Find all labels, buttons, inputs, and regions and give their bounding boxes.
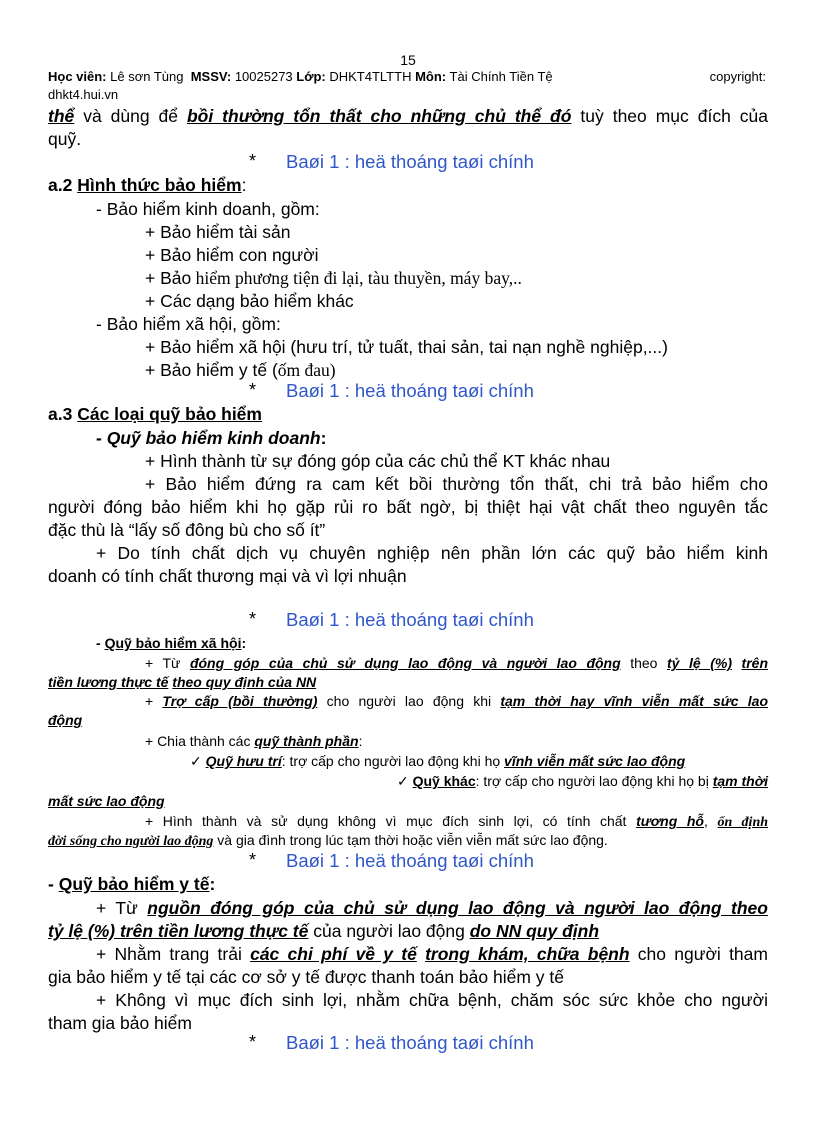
- copyright-label: copyright:: [709, 69, 766, 84]
- business-fund-heading: [96, 427, 816, 450]
- page-header: [48, 68, 770, 104]
- text-run: trên: [741, 655, 768, 671]
- text-run: + Bảo: [145, 268, 192, 288]
- text-run: đóng góp của chủ sử dụng lao động và người lao động: [189, 655, 621, 671]
- slide-label: Baøi 1 : heä thoáng taøi chính: [286, 380, 534, 401]
- text-run: theo: [620, 655, 667, 671]
- text-run: a.2: [48, 175, 78, 195]
- text-run: : trợ cấp cho người lao động khi họ: [281, 753, 505, 769]
- paragraph-line: + Bảo hiểm đứng ra cam kết bồi thường tổn thất, chi trả bảo hiểm cho: [145, 474, 768, 494]
- text-run: trong khám, chữa bệnh: [425, 944, 630, 964]
- bullet-star: *: [249, 1032, 257, 1052]
- text-run: vĩnh viễn mất sức lao động: [504, 753, 686, 769]
- bullet-star: *: [249, 850, 257, 870]
- text-run: ốm đau): [277, 360, 336, 380]
- text-run: - Quỹ bảo hiểm kinh doanh: [96, 428, 321, 448]
- intro-line-1: [48, 105, 768, 128]
- bullet-star: *: [249, 380, 257, 400]
- header-line: [48, 68, 770, 86]
- class-label: Lớp:: [296, 69, 326, 84]
- text-run: tạm thời hay vĩnh viễn mất sức lao: [500, 693, 768, 709]
- social-insurance: - Bảo hiểm xã hội, gồm:: [96, 314, 281, 334]
- text-run: + Nhằm trang trải: [96, 944, 251, 964]
- text-run: mất sức lao động: [48, 793, 165, 809]
- text-run: tạm thời: [712, 773, 768, 789]
- paragraph-line: [48, 830, 768, 852]
- list-item: [48, 771, 768, 791]
- paragraph-line: + Do tính chất dịch vụ chuyên nghiệp nên phần lớn các quỹ bảo hiểm kinh: [96, 543, 768, 563]
- social-fund-heading: [96, 633, 816, 653]
- business-insurance: - Bảo hiểm kinh doanh, gồm:: [96, 199, 320, 219]
- text-run: do NN quy định: [469, 921, 600, 941]
- intro-line-2: quỹ.: [48, 129, 82, 149]
- text-run: đời sống cho người lao động: [48, 834, 214, 849]
- text-run: :: [358, 733, 363, 749]
- text-run: thể: [48, 106, 75, 126]
- class-value: DHKT4TLTTH: [329, 69, 412, 84]
- paragraph-line: + Không vì mục đích sinh lợi, nhằm chữa bệnh, chăm sóc sức khỏe cho người: [96, 990, 768, 1010]
- paragraph-line: người đóng bảo hiểm khi họ gặp rủi ro bất ngờ, bị thiệt hại vật chất theo nguyên tắc: [48, 497, 768, 517]
- list-item: + Bảo hiểm con người: [145, 245, 319, 265]
- text-run: cho người tham: [629, 944, 768, 964]
- text-run: quỹ thành phần: [254, 733, 359, 749]
- paragraph-line: + Hình thành từ sự đóng góp của các chủ thể KT khác nhau: [145, 451, 611, 471]
- student-name: Lê sơn Tùng: [110, 69, 184, 84]
- list-item: + Các dạng bảo hiểm khác: [145, 291, 354, 311]
- student-label: Học viên:: [48, 69, 107, 84]
- paragraph-line: [145, 691, 768, 711]
- page-number: 15: [400, 52, 416, 68]
- paragraph-line: [48, 920, 768, 943]
- text-run: Quỹ bảo hiểm xã hội: [104, 635, 242, 651]
- text-run: -: [96, 635, 105, 651]
- paragraph-line: tham gia bảo hiểm: [48, 1013, 192, 1033]
- paragraph-line: đặc thù là “lấy số đông bù cho số ít”: [48, 520, 326, 540]
- text-run: theo quy định của NN: [172, 674, 317, 690]
- paragraph-line: [145, 731, 816, 751]
- paragraph-line: doanh có tính chất thương mại và vì lợi nhuận: [48, 566, 407, 586]
- paragraph-line: gia bảo hiểm y tế tại các cơ sở y tế được thanh toán bảo hiểm y tế: [48, 967, 564, 987]
- text-run: và dùng để: [74, 106, 187, 126]
- subject-label: Môn:: [415, 69, 447, 84]
- text-run: [417, 944, 425, 964]
- text-run: và gia đình trong lúc tạm thời hoặc viễn viễn mất sức lao động.: [213, 832, 608, 848]
- health-fund-heading: [48, 874, 768, 895]
- paragraph-line: [96, 897, 768, 920]
- text-run: a.3: [48, 404, 78, 424]
- text-run: Trợ cấp (bồi thường): [162, 693, 318, 709]
- subject-value: Tài Chính Tiền Tệ: [449, 69, 553, 84]
- text-run: của người lao động: [308, 921, 470, 941]
- text-run: tuỳ theo mục đích của: [571, 106, 768, 126]
- text-run: -: [48, 874, 59, 894]
- bullet-star: *: [249, 609, 257, 629]
- id-label: MSSV:: [190, 69, 232, 84]
- bullet-star: *: [249, 151, 257, 171]
- text-run: động: [48, 712, 83, 728]
- text-run: Quỹ bảo hiểm y tế: [58, 874, 210, 894]
- text-run: [732, 655, 742, 671]
- text-run: nguồn đóng góp của chủ sử dụng lao động và người lao động theo: [147, 898, 768, 918]
- slide-label: Baøi 1 : heä thoáng taøi chính: [286, 1032, 534, 1053]
- paragraph-line: [48, 672, 768, 692]
- list-item: + Bảo hiểm xã hội (hưu trí, tử tuất, thai sản, tai nạn nghề nghiệp,...): [145, 337, 668, 357]
- text-run: tương hỗ: [636, 813, 704, 829]
- text-run: Quỹ hưu trí: [205, 753, 282, 769]
- text-run: + Hình thành và sử dụng không vì mục đích sinh lợi, có tính chất: [145, 813, 637, 829]
- list-item: [145, 359, 816, 382]
- text-run: :: [241, 635, 247, 651]
- text-run: tỷ lệ (%) trên tiền lương thực tế: [48, 921, 309, 941]
- student-id: 10025273: [234, 69, 293, 84]
- text-run: các chi phí về y tế: [250, 944, 417, 964]
- paragraph-line: [145, 653, 768, 673]
- list-item: [145, 267, 816, 290]
- text-run: +: [145, 693, 163, 709]
- text-run: ,: [704, 813, 718, 829]
- section-a2-heading: [48, 175, 768, 196]
- section-a3-heading: [48, 404, 768, 425]
- paragraph-line: [48, 791, 768, 811]
- text-run: + Bảo hiểm y tế (: [145, 360, 278, 380]
- text-run: hiểm phương tiện đi lại, tàu thuyền, máy bay,..: [191, 268, 522, 288]
- text-run: :: [320, 428, 327, 448]
- text-run: + Chia thành các: [145, 733, 255, 749]
- paragraph-line: [48, 710, 768, 730]
- text-run: :: [209, 874, 216, 894]
- slide-label: Baøi 1 : heä thoáng taøi chính: [286, 151, 534, 172]
- text-run: + Từ: [145, 655, 190, 671]
- text-run: tiền lương thực tế: [48, 674, 169, 690]
- site-url: dhkt4.hui.vn: [48, 87, 119, 102]
- list-item: [190, 751, 768, 771]
- text-run: cho người lao động khi: [317, 693, 501, 709]
- text-run: bồi thường tổn thất cho những chủ thể đó: [186, 106, 572, 126]
- slide-label: Baøi 1 : heä thoáng taøi chính: [286, 609, 534, 630]
- text-run: : trợ cấp cho người lao động khi họ bị: [475, 773, 713, 789]
- text-run: + Từ: [96, 898, 148, 918]
- list-item: + Bảo hiểm tài sản: [145, 222, 291, 242]
- text-run: Hình thức bảo hiểm: [77, 175, 242, 195]
- check-icon: ✓: [396, 773, 409, 789]
- text-run: Các loại quỹ bảo hiểm: [77, 404, 262, 424]
- text-run: ổn định: [717, 815, 769, 830]
- slide-label: Baøi 1 : heä thoáng taøi chính: [286, 850, 534, 871]
- text-run: :: [241, 175, 247, 195]
- text-run: Quỹ khác: [412, 773, 476, 789]
- check-icon: ✓: [190, 753, 202, 769]
- text-run: tỷ lệ (%): [667, 655, 732, 671]
- paragraph-line: [96, 943, 768, 966]
